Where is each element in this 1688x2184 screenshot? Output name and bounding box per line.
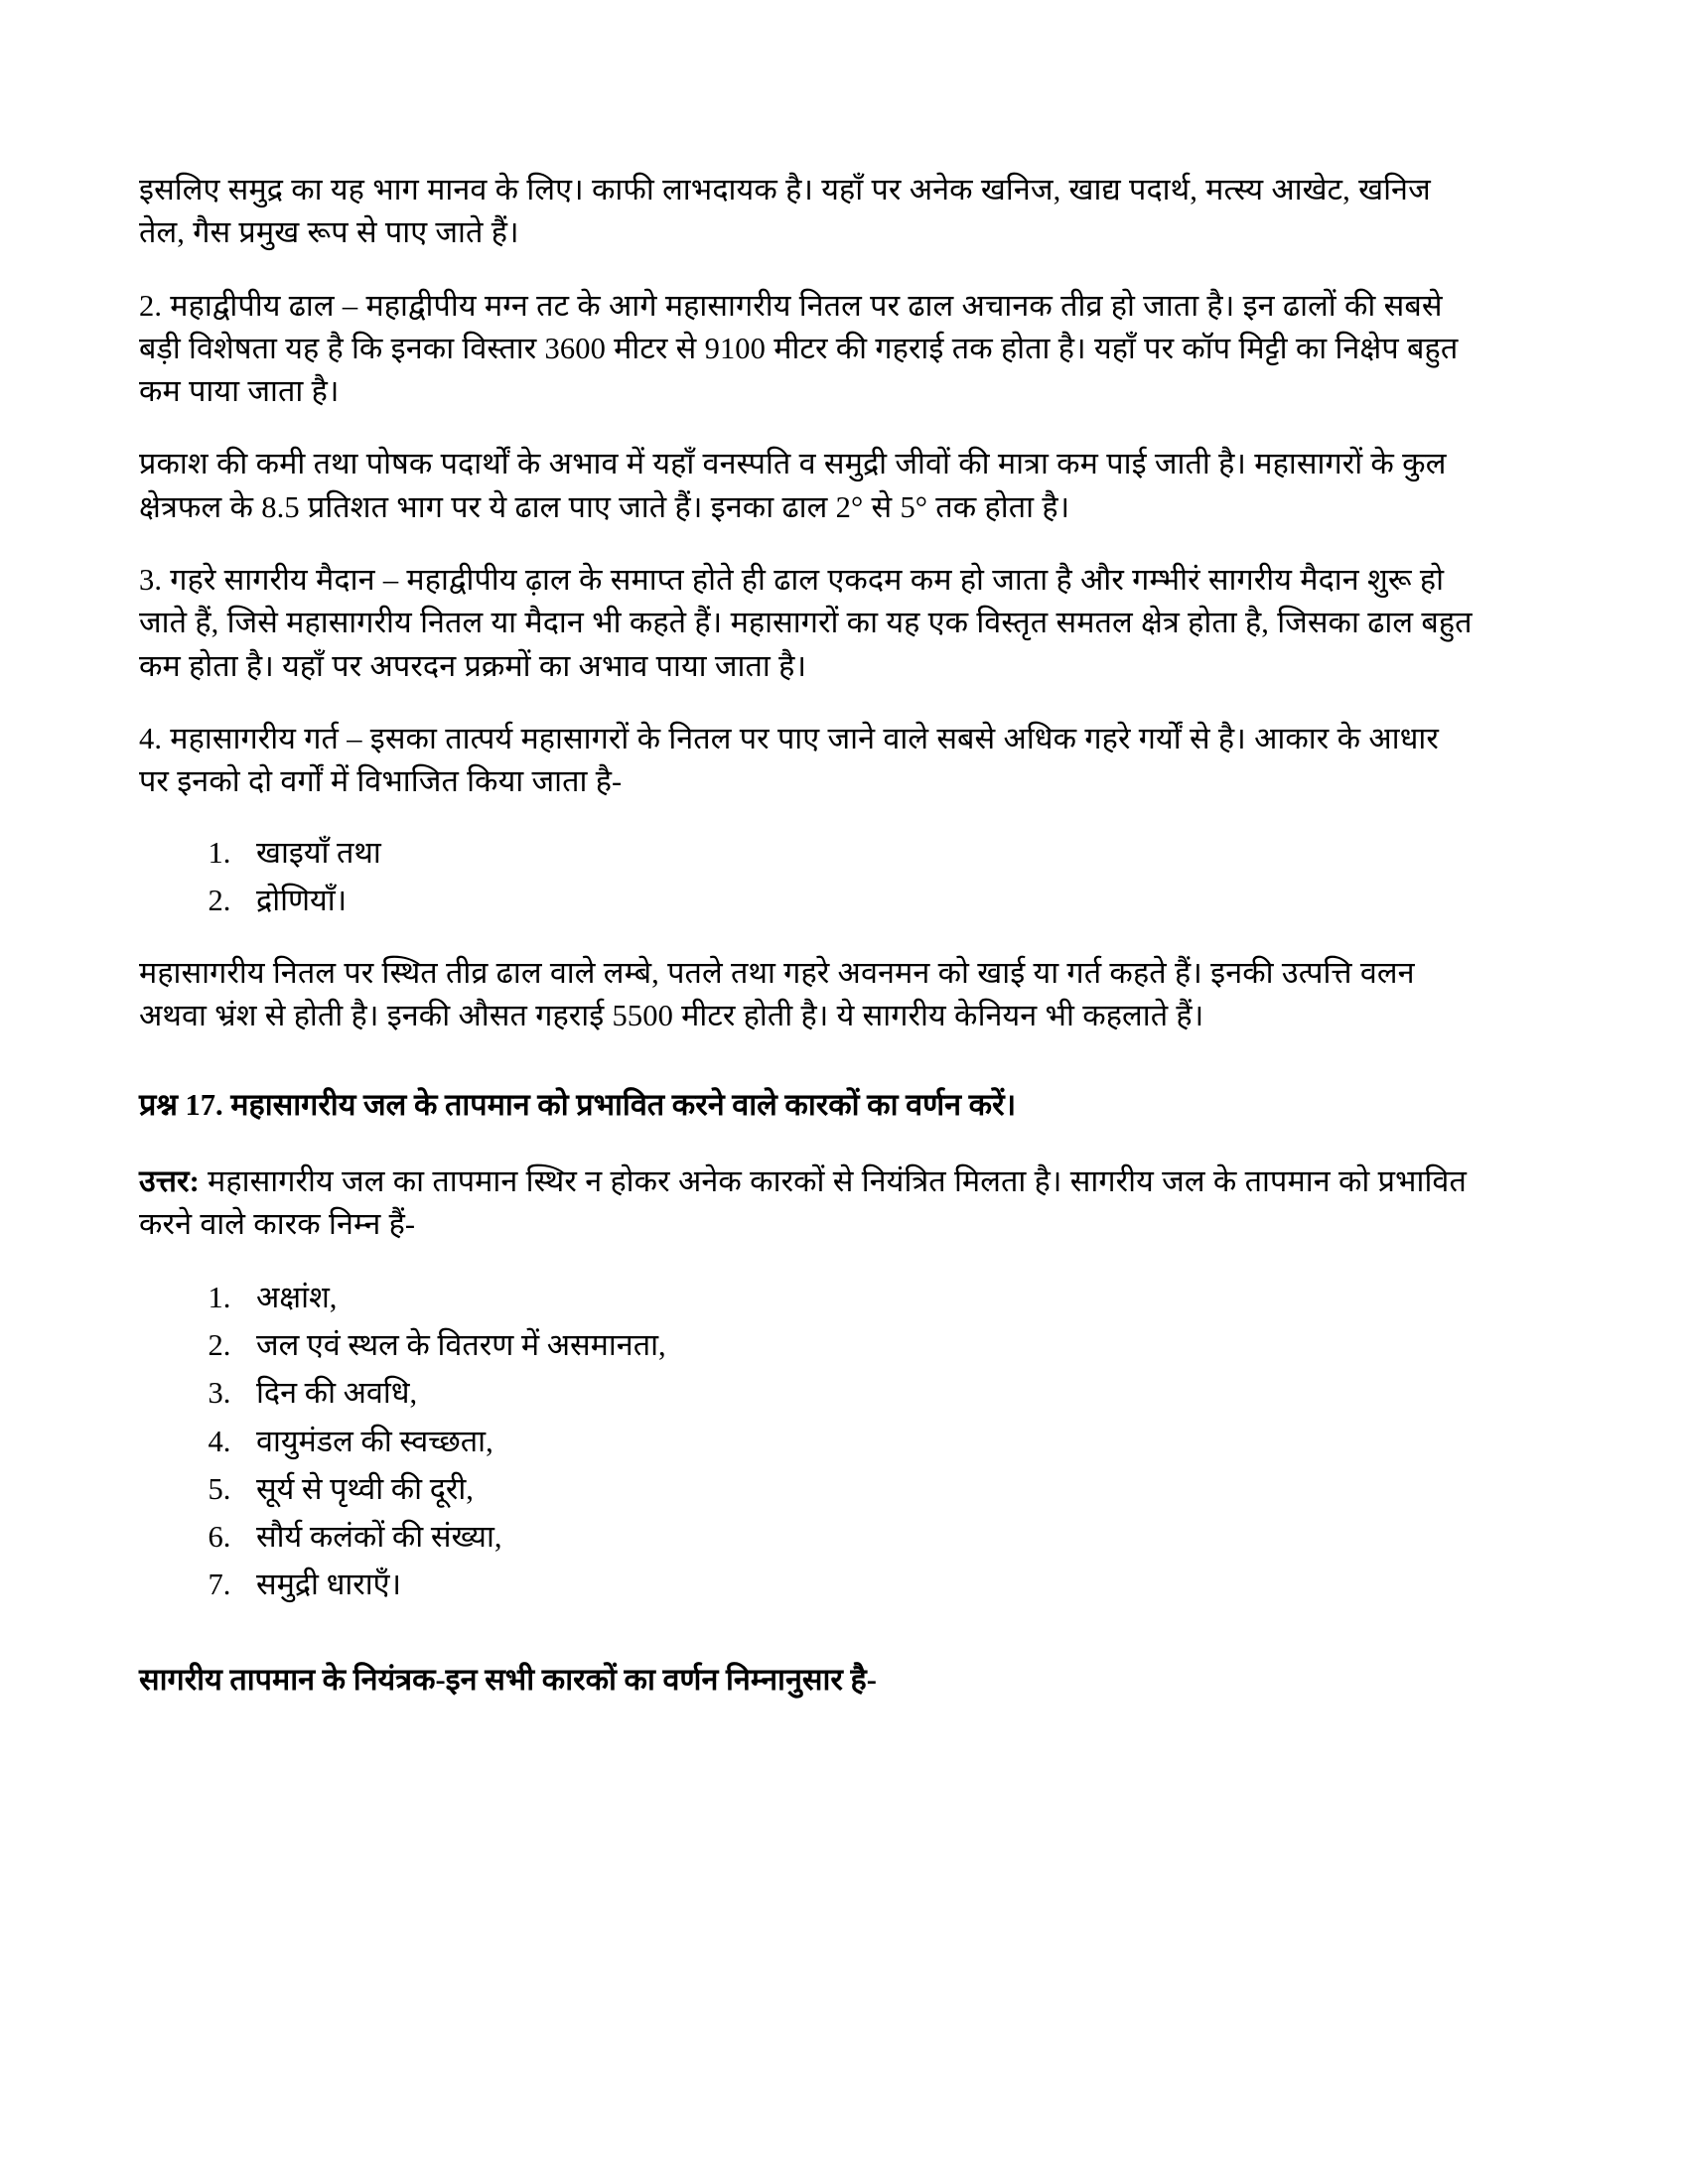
paragraph-intro-marine-resources: इसलिए समुद्र का यह भाग मानव के लिए। काफी लाभदायक है। यहाँ पर अनेक खनिज, खाद्य पदार्थ, मत्स्य आखेट, खनिज तेल, गैस प्रमुख रूप से पाए जाते हैं। [139,173,1431,250]
paragraph-continental-slope: 2. महाद्वीपीय ढाल – महाद्वीपीय मग्न तट के आगे महासागरीय नितल पर ढाल अचानक तीव्र हो जाता है। इन ढालों की सबसे बड़ी विशेषता यह है कि इनका विस्तार 3600 मीटर से 9100 मीटर की गहराई तक होता है। यहाँ पर कॉप मिट्टी का निक्षेप बहुत कम पाया जाता है। [139,288,1459,409]
list-item: 1. अक्षांश, [238,1277,1475,1319]
list-item: 5. सूर्य से पृथ्वी की दूरी, [238,1468,1475,1511]
temperature-factors-list [139,1277,1475,1607]
paragraph-light-nutrients: प्रकाश की कमी तथा पोषक पदार्थों के अभाव में यहाँ वनस्पति व समुद्री जीवों की मात्रा कम पाई जाती है। महासागरों के कुल क्षेत्रफल के 8.5 प्रतिशत भाग पर ये ढाल पाए जाते हैं। इनका ढाल 2° से 5° तक होता है। [139,447,1447,524]
document-body [139,169,1475,1702]
list-item: 4. वायुमंडल की स्वच्छता, [238,1421,1475,1463]
question-17-heading: प्रश्न 17. महासागरीय जल के तापमान को प्रभावित करने वाले कारकों का वर्णन करें। [139,1087,1017,1122]
list-item: 2. द्रोणियाँ। [238,880,1475,922]
paragraph-ocean-trenches: 4. महासागरीय गर्त – इसका तात्पर्य महासागरों के नितल पर पाए जाने वाले सबसे अधिक गहरे गर्यों से है। आकार के आधार पर इनको दो वर्गों में विभाजित किया जाता है- [139,721,1439,799]
paragraph-deep-sea-plains: 3. गहरे सागरीय मैदान – महाद्वीपीय ढ़ाल के समाप्त होते ही ढाल एकदम कम हो जाता है और गम्भीरं सागरीय मैदान शुरू हो जाते हैं, जिसे महासागरीय नितल या मैदान भी कहते हैं। महासागरों का यह एक विस्तृत समतल क्षेत्र होता है, जिसका ढाल बहुत कम होता है। यहाँ पर अपरदन प्रक्रमों का अभाव पाया जाता है। [139,563,1473,683]
list-item: 3. दिन की अवधि, [238,1372,1475,1415]
trench-types-list [139,832,1475,923]
answer-text: महासागरीय जल का तापमान स्थिर न होकर अनेक कारकों से नियंत्रित मिलता है। सागरीय जल के तापमान को प्रभावित करने वाले कारक निम्न हैं- [139,1164,1467,1242]
closing-heading: सागरीय तापमान के नियंत्रक-इन सभी कारकों का वर्णन निम्नानुसार है- [139,1662,877,1697]
list-item: 2. जल एवं स्थल के वितरण में असमानता, [238,1324,1475,1367]
paragraph-trench-definition: महासागरीय नितल पर स्थित तीव्र ढाल वाले लम्बे, पतले तथा गहरे अवनमन को खाई या गर्त कहते हैं। इनकी उत्पत्ति वलन अथवा भ्रंश से होती है। इनकी औसत गहराई 5500 मीटर होती है। ये सागरीय केनियन भी कहलाते हैं। [139,956,1415,1033]
list-item: 7. समुद्री धाराएँ। [238,1564,1475,1606]
answer-paragraph [139,1160,1475,1247]
list-item: 1. खाइयाँ तथा [238,832,1475,875]
list-item: 6. सौर्य कलंकों की संख्या, [238,1516,1475,1559]
answer-label: उत्तर: [139,1164,200,1199]
